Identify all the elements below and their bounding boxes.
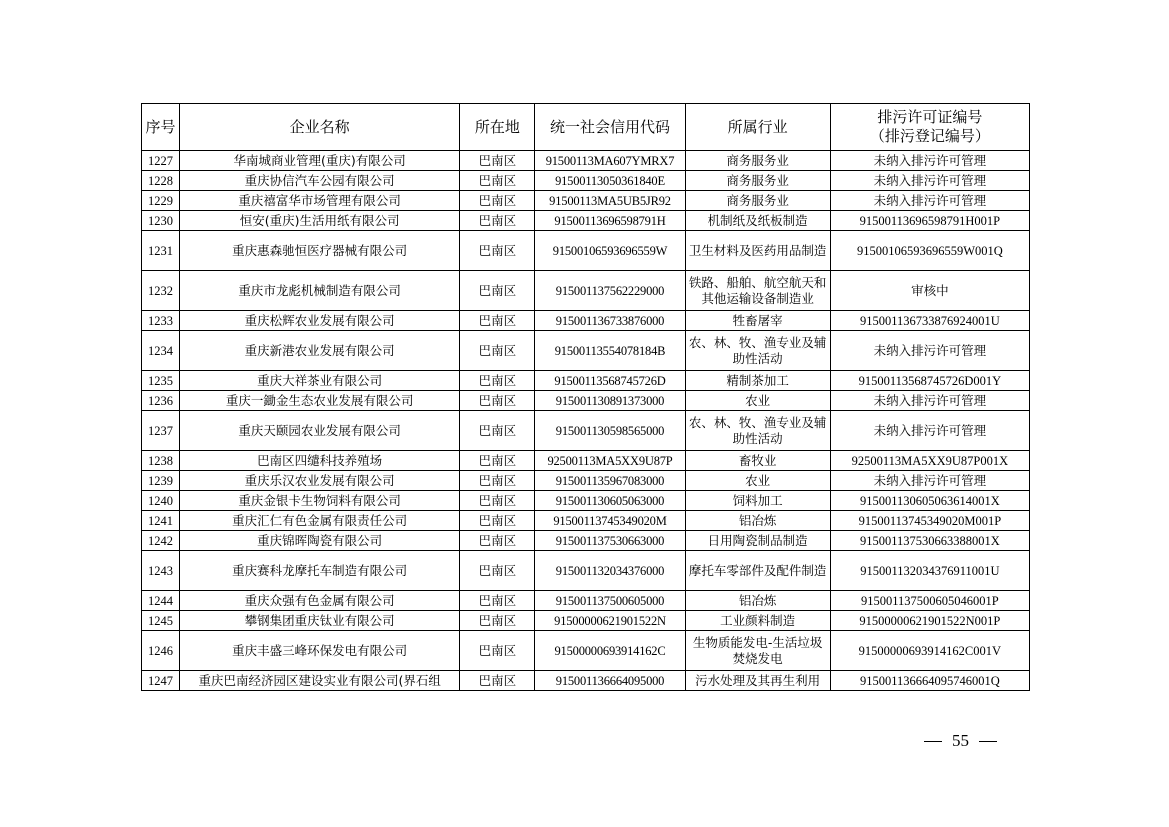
cell-credit-code: 91500113554078184B (535, 331, 685, 371)
table-row (142, 631, 1030, 671)
cell-seq: 1232 (142, 271, 180, 311)
table-row (142, 371, 1030, 391)
cell-company-name: 重庆汇仁有色金属有限责任公司 (180, 511, 460, 531)
cell-permit-number: 915001136664095746001Q (830, 671, 1029, 691)
table-header (142, 104, 1030, 151)
cell-industry: 精制茶加工 (685, 371, 830, 391)
header-permit-number: 排污许可证编号 （排污登记编号） (830, 104, 1029, 151)
cell-permit-number: 915001137530663388001X (830, 531, 1029, 551)
table-body (142, 151, 1030, 691)
cell-credit-code: 915001136733876000 (535, 311, 685, 331)
cell-location: 巴南区 (460, 611, 535, 631)
cell-industry: 农、林、牧、渔专业及辅助性活动 (685, 411, 830, 451)
cell-industry: 日用陶瓷制品制造 (685, 531, 830, 551)
table-row (142, 411, 1030, 451)
cell-permit-number: 915001136733876924001U (830, 311, 1029, 331)
cell-seq: 1234 (142, 331, 180, 371)
table-row (142, 171, 1030, 191)
header-industry: 所属行业 (685, 104, 830, 151)
cell-company-name: 重庆锦晖陶瓷有限公司 (180, 531, 460, 551)
cell-credit-code: 91500106593696559W (535, 231, 685, 271)
cell-industry: 铝冶炼 (685, 511, 830, 531)
cell-industry: 商务服务业 (685, 191, 830, 211)
header-company-name: 企业名称 (180, 104, 460, 151)
cell-seq: 1228 (142, 171, 180, 191)
table-row (142, 211, 1030, 231)
cell-industry: 商务服务业 (685, 171, 830, 191)
cell-permit-number: 91500113568745726D001Y (830, 371, 1029, 391)
cell-credit-code: 915001130605063000 (535, 491, 685, 511)
table-row (142, 531, 1030, 551)
cell-company-name: 重庆大祥茶业有限公司 (180, 371, 460, 391)
cell-industry: 农业 (685, 471, 830, 491)
table-row (142, 471, 1030, 491)
cell-company-name: 攀钢集团重庆钛业有限公司 (180, 611, 460, 631)
table-row (142, 551, 1030, 591)
cell-location: 巴南区 (460, 491, 535, 511)
table-row (142, 271, 1030, 311)
cell-company-name: 重庆乐汉农业发展有限公司 (180, 471, 460, 491)
cell-permit-number: 未纳入排污许可管理 (830, 151, 1029, 171)
cell-industry: 污水处理及其再生利用 (685, 671, 830, 691)
header-location: 所在地 (460, 104, 535, 151)
cell-location: 巴南区 (460, 591, 535, 611)
footer-dash-right (979, 741, 997, 742)
cell-location: 巴南区 (460, 451, 535, 471)
cell-company-name: 重庆协信汽车公园有限公司 (180, 171, 460, 191)
cell-location: 巴南区 (460, 231, 535, 271)
cell-company-name: 巴南区四缱科技养殖场 (180, 451, 460, 471)
cell-credit-code: 91500113MA5UB5JR92 (535, 191, 685, 211)
cell-permit-number: 92500113MA5XX9U87P001X (830, 451, 1029, 471)
cell-company-name: 重庆天颐园农业发展有限公司 (180, 411, 460, 451)
cell-permit-number: 未纳入排污许可管理 (830, 391, 1029, 411)
cell-location: 巴南区 (460, 371, 535, 391)
cell-seq: 1227 (142, 151, 180, 171)
cell-credit-code: 915001137500605000 (535, 591, 685, 611)
cell-company-name: 重庆禧富华市场管理有限公司 (180, 191, 460, 211)
cell-seq: 1231 (142, 231, 180, 271)
cell-company-name: 重庆巴南经济园区建设实业有限公司(界石组 (180, 671, 460, 691)
cell-seq: 1245 (142, 611, 180, 631)
cell-permit-number: 未纳入排污许可管理 (830, 171, 1029, 191)
cell-seq: 1235 (142, 371, 180, 391)
cell-permit-number: 审核中 (830, 271, 1029, 311)
cell-credit-code: 92500113MA5XX9U87P (535, 451, 685, 471)
cell-seq: 1243 (142, 551, 180, 591)
cell-industry: 商务服务业 (685, 151, 830, 171)
cell-permit-number: 91500113745349020M001P (830, 511, 1029, 531)
cell-company-name: 重庆市龙彪机械制造有限公司 (180, 271, 460, 311)
cell-permit-number: 未纳入排污许可管理 (830, 331, 1029, 371)
cell-credit-code: 915001130891373000 (535, 391, 685, 411)
cell-industry: 卫生材料及医药用品制造 (685, 231, 830, 271)
cell-seq: 1230 (142, 211, 180, 231)
cell-company-name: 华南城商业管理(重庆)有限公司 (180, 151, 460, 171)
cell-permit-number: 91500000621901522N001P (830, 611, 1029, 631)
cell-credit-code: 91500113745349020M (535, 511, 685, 531)
header-seq: 序号 (142, 104, 180, 151)
cell-industry: 农、林、牧、渔专业及辅助性活动 (685, 331, 830, 371)
cell-company-name: 恒安(重庆)生活用纸有限公司 (180, 211, 460, 231)
cell-industry: 生物质能发电-生活垃圾焚烧发电 (685, 631, 830, 671)
cell-industry: 摩托车零部件及配件制造 (685, 551, 830, 591)
cell-company-name: 重庆众强有色金属有限公司 (180, 591, 460, 611)
cell-credit-code: 91500113696598791H (535, 211, 685, 231)
cell-seq: 1229 (142, 191, 180, 211)
cell-location: 巴南区 (460, 391, 535, 411)
table-row (142, 451, 1030, 471)
table-row (142, 231, 1030, 271)
cell-credit-code: 915001132034376000 (535, 551, 685, 591)
enterprise-table (141, 103, 1030, 691)
cell-company-name: 重庆金银卡生物饲料有限公司 (180, 491, 460, 511)
cell-seq: 1239 (142, 471, 180, 491)
cell-credit-code: 915001135967083000 (535, 471, 685, 491)
table-row (142, 491, 1030, 511)
cell-company-name: 重庆松辉农业发展有限公司 (180, 311, 460, 331)
page-footer (924, 731, 997, 751)
cell-location: 巴南区 (460, 471, 535, 491)
cell-permit-number: 915001137500605046001P (830, 591, 1029, 611)
cell-permit-number: 未纳入排污许可管理 (830, 471, 1029, 491)
cell-permit-number: 未纳入排污许可管理 (830, 411, 1029, 451)
cell-location: 巴南区 (460, 171, 535, 191)
cell-credit-code: 915001130598565000 (535, 411, 685, 451)
cell-location: 巴南区 (460, 411, 535, 451)
cell-seq: 1244 (142, 591, 180, 611)
cell-industry: 饲料加工 (685, 491, 830, 511)
cell-seq: 1240 (142, 491, 180, 511)
table-row (142, 611, 1030, 631)
cell-company-name: 重庆一鋤金生态农业发展有限公司 (180, 391, 460, 411)
cell-company-name: 重庆赛科龙摩托车制造有限公司 (180, 551, 460, 591)
cell-seq: 1236 (142, 391, 180, 411)
cell-seq: 1238 (142, 451, 180, 471)
cell-industry: 铝冶炼 (685, 591, 830, 611)
cell-credit-code: 91500113568745726D (535, 371, 685, 391)
cell-industry: 牲畜屠宰 (685, 311, 830, 331)
cell-credit-code: 915001136664095000 (535, 671, 685, 691)
header-credit-code: 统一社会信用代码 (535, 104, 685, 151)
cell-company-name: 重庆新港农业发展有限公司 (180, 331, 460, 371)
cell-industry: 畜牧业 (685, 451, 830, 471)
table-row (142, 591, 1030, 611)
cell-seq: 1233 (142, 311, 180, 331)
cell-permit-number: 91500000693914162C001V (830, 631, 1029, 671)
cell-seq: 1242 (142, 531, 180, 551)
cell-location: 巴南区 (460, 671, 535, 691)
cell-credit-code: 91500000693914162C (535, 631, 685, 671)
cell-permit-number: 未纳入排污许可管理 (830, 191, 1029, 211)
cell-permit-number: 91500106593696559W001Q (830, 231, 1029, 271)
cell-location: 巴南区 (460, 211, 535, 231)
cell-seq: 1246 (142, 631, 180, 671)
footer-dash-left (924, 741, 942, 742)
cell-permit-number: 915001132034376911001U (830, 551, 1029, 591)
table-row (142, 191, 1030, 211)
table-row (142, 331, 1030, 371)
table-row (142, 311, 1030, 331)
table-row (142, 391, 1030, 411)
table-row (142, 151, 1030, 171)
cell-seq: 1241 (142, 511, 180, 531)
cell-location: 巴南区 (460, 191, 535, 211)
cell-permit-number: 91500113696598791H001P (830, 211, 1029, 231)
cell-credit-code: 91500113050361840E (535, 171, 685, 191)
cell-industry: 铁路、船舶、航空航天和其他运输设备制造业 (685, 271, 830, 311)
cell-location: 巴南区 (460, 631, 535, 671)
cell-location: 巴南区 (460, 551, 535, 591)
cell-credit-code: 91500113MA607YMRX7 (535, 151, 685, 171)
cell-credit-code: 91500000621901522N (535, 611, 685, 631)
header-row (142, 104, 1030, 151)
cell-seq: 1237 (142, 411, 180, 451)
table-row (142, 671, 1030, 691)
cell-industry: 工业颜料制造 (685, 611, 830, 631)
table-row (142, 511, 1030, 531)
cell-credit-code: 915001137530663000 (535, 531, 685, 551)
page-number: 55 (952, 731, 969, 750)
cell-industry: 机制纸及纸板制造 (685, 211, 830, 231)
cell-industry: 农业 (685, 391, 830, 411)
cell-seq: 1247 (142, 671, 180, 691)
cell-location: 巴南区 (460, 511, 535, 531)
cell-company-name: 重庆丰盛三峰环保发电有限公司 (180, 631, 460, 671)
cell-location: 巴南区 (460, 331, 535, 371)
cell-permit-number: 915001130605063614001X (830, 491, 1029, 511)
cell-credit-code: 915001137562229000 (535, 271, 685, 311)
cell-location: 巴南区 (460, 151, 535, 171)
cell-location: 巴南区 (460, 311, 535, 331)
cell-location: 巴南区 (460, 271, 535, 311)
cell-company-name: 重庆惠森驰恒医疗器械有限公司 (180, 231, 460, 271)
cell-location: 巴南区 (460, 531, 535, 551)
